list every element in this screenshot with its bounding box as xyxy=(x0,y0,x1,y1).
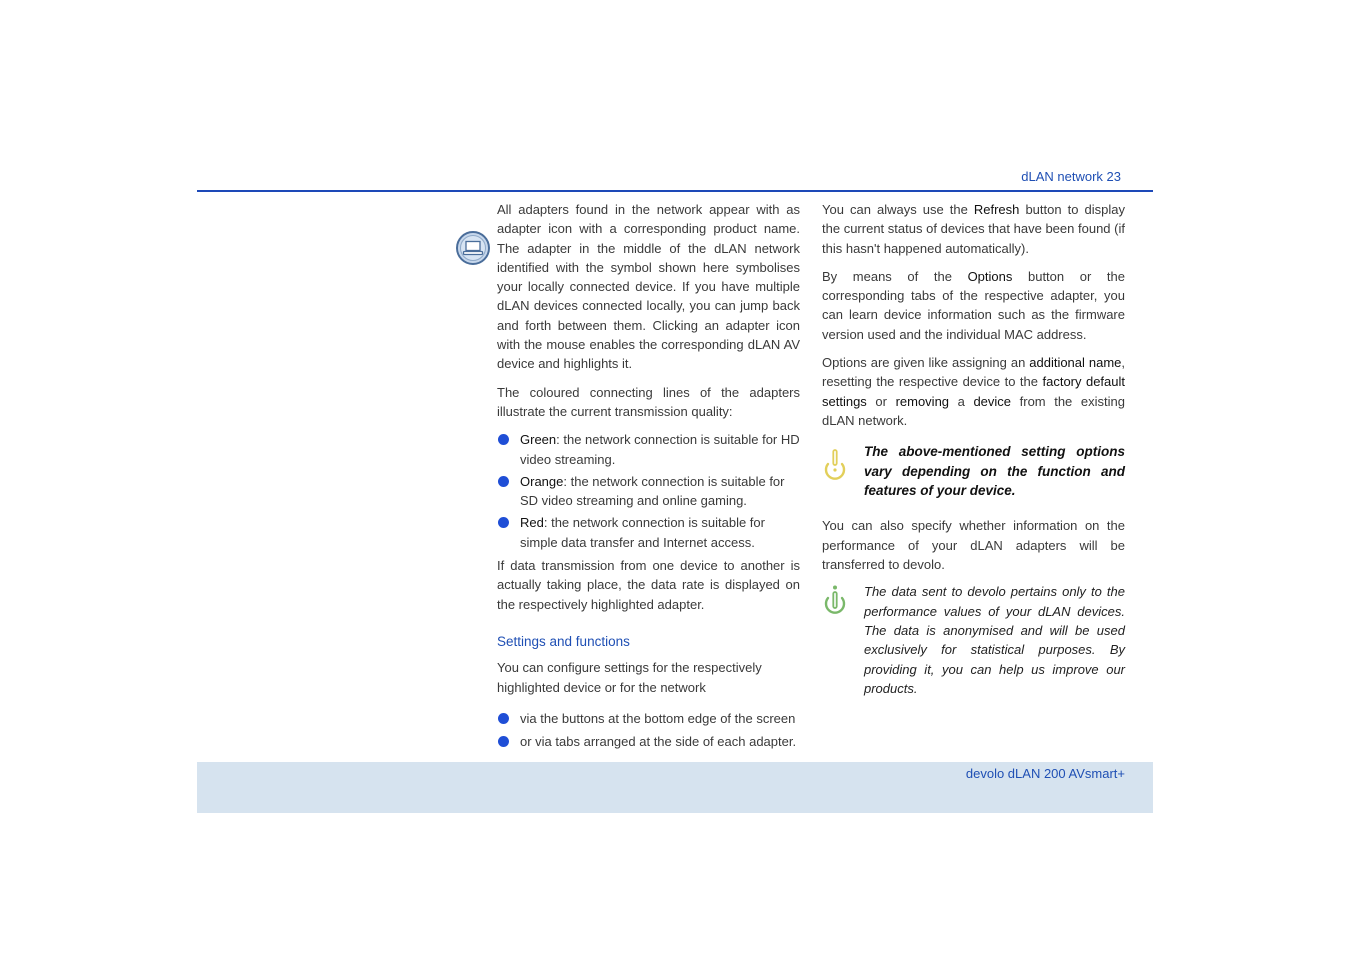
settings-item-text: or via tabs arranged at the side of each adapter. xyxy=(520,734,797,750)
info-note xyxy=(822,582,1125,698)
info-text: The data sent to devolo pertains only to the performance values of your dLAN devices. The data is anonymised and will be used exclusively for statistical purposes. By providing it, you can help us improve our products. xyxy=(864,584,1125,696)
left-column xyxy=(497,200,800,755)
footer-band xyxy=(197,762,1153,813)
settings-item-text: via the buttons at the bottom edge of the screen xyxy=(520,710,796,726)
settings-intro-paragraph: You can configure settings for the respectively highlighted device or for the network xyxy=(497,660,762,695)
quality-term: Orange xyxy=(520,473,564,489)
page-header: dLAN network 23 xyxy=(1021,169,1121,184)
data-rate-paragraph: If data transmission from one device to another is actually taking place, the data rate is displayed on the respectively highlighted adapter. xyxy=(497,558,800,612)
right-column xyxy=(822,200,1125,714)
info-icon xyxy=(822,584,848,623)
refresh-paragraph: You can always use the Refresh button to display the current status of devices that have been found (if this hasn't happened automatically). xyxy=(822,202,1125,256)
footer-product-name: devolo dLAN 200 AVsmart+ xyxy=(965,766,1125,781)
warning-text: The above-mentioned setting options vary depending on the function and features of your device. xyxy=(864,444,1125,499)
adapter-intro-paragraph: All adapters found in the network appear with as adapter icon with a corresponding product name. The adapter in the middle of the dLAN network identified with the symbol shown here symbolises your locally connected device. If you have multiple dLAN devices connected locally, you can jump back and forth between them. Clicking an adapter icon with the mouse enables the corresponding dLAN AV device and highlights it. xyxy=(497,202,800,372)
options-given-paragraph: Options are given like assigning an additional name, resetting the respective device to the factory default settings or removing a device from the existing dLAN network. xyxy=(822,355,1125,428)
attention-icon xyxy=(822,448,848,487)
refresh-term: Refresh xyxy=(973,202,1020,217)
bullet-icon xyxy=(498,736,509,747)
quality-text: : the network connection is suitable for simple data transfer and Internet access. xyxy=(520,515,765,550)
quality-list xyxy=(497,430,800,552)
list-item xyxy=(497,472,800,511)
quality-term: Green xyxy=(520,432,557,448)
quality-text: : the network connection is suitable for SD video streaming and online gaming. xyxy=(520,473,785,509)
bullet-icon xyxy=(498,713,509,724)
options-term: Options xyxy=(967,268,1013,284)
quality-text: : the network connection is suitable for HD video streaming. xyxy=(520,432,800,467)
settings-heading: Settings and functions xyxy=(497,633,630,649)
laptop-adapter-icon xyxy=(455,230,491,271)
list-item xyxy=(497,430,800,469)
list-item xyxy=(497,732,800,751)
lines-intro-paragraph: The coloured connecting lines of the adapters illustrate the current transmission quality: xyxy=(497,384,800,419)
bullet-icon xyxy=(498,434,509,445)
performance-paragraph: You can also specify whether information on the performance of your dLAN adapters will be transferred to devolo. xyxy=(822,518,1125,573)
list-item xyxy=(497,709,800,728)
bullet-icon xyxy=(498,517,509,528)
list-item xyxy=(497,513,800,552)
options-paragraph: By means of the Options button or the corresponding tabs of the respective adapter, you can learn device information such as the firmware version used and the individual MAC address. xyxy=(822,268,1125,342)
bullet-icon xyxy=(498,476,509,487)
settings-list xyxy=(497,709,800,752)
warning-note xyxy=(822,442,1125,500)
header-divider xyxy=(197,190,1153,192)
quality-term: Red xyxy=(520,515,544,531)
